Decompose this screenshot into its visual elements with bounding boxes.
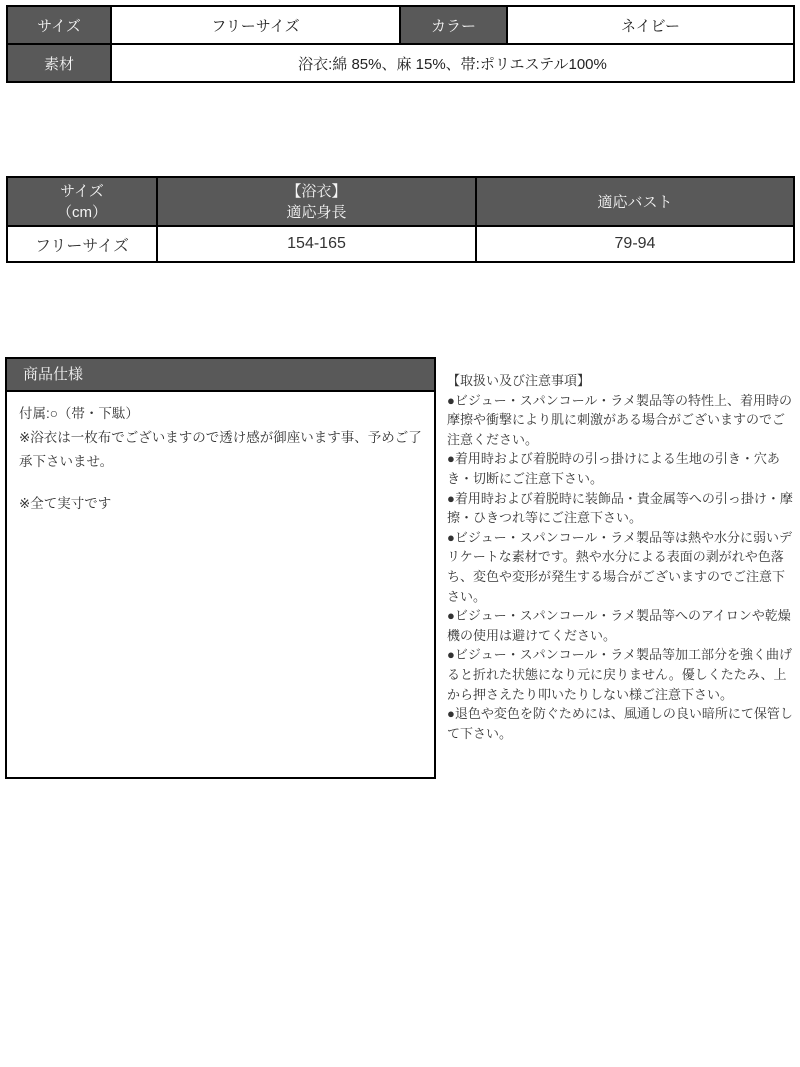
row-size-cell: フリーサイズ (7, 226, 157, 262)
row-height-cell: 154-165 (157, 226, 476, 262)
material-header-cell: 素材 (7, 44, 111, 82)
measure-col-height-header (157, 177, 476, 226)
measure-col-height-line2: 適応身長 (286, 203, 347, 221)
product-spec-box (5, 357, 436, 779)
spec-box-body (7, 392, 434, 526)
list-item: ●ビジュー・スパンコール・ラメ製品等加工部分を強く曲げると折れた状態になり元に戻りません。優しくたたみ、上から押さえたり叩いたりしない様ご注意下さい。 (447, 647, 792, 702)
list-item: ●ビジュー・スパンコール・ラメ製品等は熱や水分に弱いデリケートな素材です。熱や水分による表面の剥がれや色落ち、変色や変形が発生する場合がございますのでご注意下さい。 (447, 529, 792, 604)
size-color-material-table (6, 5, 795, 83)
handling-notes (447, 371, 797, 743)
measurements-table (6, 176, 795, 263)
color-header-cell: カラー (400, 6, 507, 44)
spec-line-accessories: 付属:○（帯・下駄） (19, 406, 139, 421)
size-header-cell: サイズ (7, 6, 111, 44)
handling-notes-title: 【取扱い及び注意事項】 (447, 373, 591, 388)
measure-col-height-line1: 【浴衣】 (286, 182, 347, 200)
spec-line-sheerness-note: ※浴衣は一枚布でございますので透け感が御座います事、予めご了承下さいませ。 (19, 430, 422, 469)
measure-col-size-line1: サイズ (60, 182, 104, 200)
size-value-cell: フリーサイズ (111, 6, 400, 44)
list-item: ●着用時および着脱時の引っ掛けによる生地の引き・穴あき・切断にご注意下さい。 (447, 451, 780, 486)
list-item: ●着用時および着脱時に装飾品・貴金属等への引っ掛け・摩擦・ひきつれ等にご注意下さい。 (447, 490, 793, 526)
spec-line-gap (19, 474, 422, 492)
measure-col-size-line2: （cm） (57, 203, 107, 221)
handling-notes-list (447, 391, 797, 744)
spec-line-actual-size-note: ※全て実寸です (19, 496, 112, 511)
color-value-cell: ネイビー (507, 6, 794, 44)
material-value-cell: 浴衣:綿 85%、麻 15%、帯:ポリエステル100% (111, 44, 794, 82)
spec-box-title: 商品仕様 (7, 359, 434, 392)
list-item: ●ビジュー・スパンコール・ラメ製品等の特性上、着用時の摩擦や衝撃により肌に刺激がある場合がございますのでご注意ください。 (447, 392, 792, 447)
table-row (7, 226, 794, 262)
measure-col-bust-header: 適応バスト (476, 177, 794, 226)
list-item: ●退色や変色を防ぐためには、風通しの良い暗所にて保管して下さい。 (447, 706, 793, 741)
measure-col-size-header (7, 177, 157, 226)
row-bust-cell: 79-94 (476, 226, 794, 262)
list-item: ●ビジュー・スパンコール・ラメ製品等へのアイロンや乾燥機の使用は避けてください。 (447, 608, 791, 643)
